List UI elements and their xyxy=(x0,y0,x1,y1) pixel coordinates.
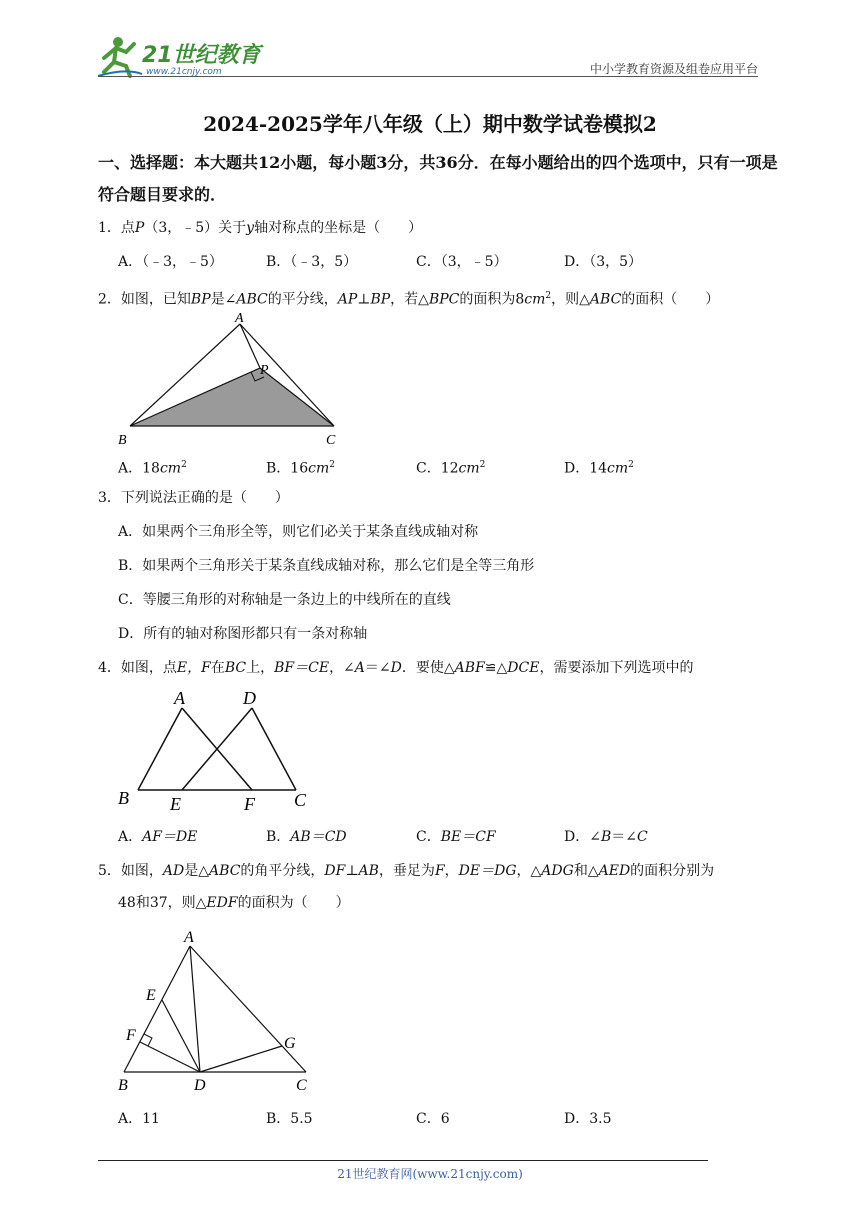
q4-label-F: F xyxy=(244,794,255,814)
q2-option-d: D．$14cm^2$ xyxy=(564,460,634,477)
logo-url: www.21cnjy.com xyxy=(146,67,222,77)
question-5-stem-line2: 48和37，则△EDF的面积为（ ） xyxy=(118,895,350,911)
q1-option-c: C．（3，﹣5） xyxy=(416,254,508,270)
q2-label-P: P xyxy=(260,363,269,378)
q2-option-b: B．$16cm^2$ xyxy=(266,460,335,477)
q5-label-D: D xyxy=(194,1077,206,1094)
q3-option-a: A．如果两个三角形全等，则它们必关于某条直线成轴对称 xyxy=(118,524,479,540)
q5-label-C: C xyxy=(296,1077,307,1094)
q4-triangles-figure xyxy=(110,684,330,818)
q4-label-B: B xyxy=(118,788,129,808)
header-platform-text: 中小学教育资源及组卷应用平台 xyxy=(589,62,758,76)
q2-label-B: B xyxy=(118,433,127,448)
question-2-stem: 2．如图，已知BP是∠ABC的平分线，AP⊥BP，若△BPC的面积为$8cm^2$，则△ABC的面积（ ） xyxy=(98,291,720,308)
q2-option-c: C．$12cm^2$ xyxy=(416,460,486,477)
question-5-stem: 5．如图，AD是△ABC的角平分线，DF⊥AB，垂足为F，DE＝DG，△ADG和△AED的面积分别为 xyxy=(98,863,715,879)
q5-label-G: G xyxy=(284,1035,296,1052)
section-heading: 一、选择题：本大题共12小题，每小题3分，共36分．在每小题给出的四个选项中，只有一项是符合题目要求的． xyxy=(98,153,778,204)
footer-divider xyxy=(98,1160,708,1161)
question-3-stem: 3．下列说法正确的是（ ） xyxy=(98,490,289,506)
q4-label-A: A xyxy=(174,688,185,708)
header-divider xyxy=(98,76,758,77)
q5-option-a: A．11 xyxy=(118,1111,160,1127)
q3-option-b: B．如果两个三角形关于某条直线成轴对称，那么它们是全等三角形 xyxy=(118,558,535,574)
footer-link[interactable]: 21世纪教育网(www.21cnjy.com) xyxy=(337,1167,523,1181)
q5-triangle-figure xyxy=(110,922,330,1098)
question-4-stem: 4．如图，点E，F在BC上，BF＝CE，∠A＝∠D．要使△ABF≌△DCE，需要添加下列选项中的 xyxy=(98,660,694,676)
q3-option-d: D．所有的轴对称图形都只有一条对称轴 xyxy=(118,626,368,642)
q5-label-E: E xyxy=(146,987,156,1004)
q2-option-a: A．$18cm^2$ xyxy=(118,460,187,477)
q2-label-C: C xyxy=(326,433,336,448)
logo-text: 21世纪教育 xyxy=(142,43,261,68)
q5-label-F: F xyxy=(126,1027,136,1044)
q4-option-d: D．∠B＝∠C xyxy=(564,829,648,845)
q5-option-c: C．6 xyxy=(416,1111,450,1127)
q5-option-b: B．5.5 xyxy=(266,1111,313,1127)
question-1-stem: 1．点P（3，﹣5）关于y轴对称点的坐标是（ ） xyxy=(98,220,423,236)
q2-label-A: A xyxy=(235,311,244,326)
q1-option-a: A．（﹣3，﹣5） xyxy=(118,254,223,270)
q1-option-b: B．（﹣3，5） xyxy=(266,254,358,270)
q4-label-D: D xyxy=(243,688,256,708)
q4-label-E: E xyxy=(170,794,181,814)
q3-option-c: C．等腰三角形的对称轴是一条边上的中线所在的直线 xyxy=(118,592,451,608)
q5-label-B: B xyxy=(118,1077,128,1094)
q1-option-d: D．（3，5） xyxy=(564,254,643,270)
q4-label-C: C xyxy=(294,790,307,810)
q5-option-d: D．3.5 xyxy=(564,1111,612,1127)
q2-triangle-figure xyxy=(110,308,350,450)
q4-option-c: C．BE＝CF xyxy=(416,829,496,845)
q5-label-A: A xyxy=(184,929,194,946)
q4-option-b: B．AB＝CD xyxy=(266,829,347,845)
q4-option-a: A．AF＝DE xyxy=(118,829,198,845)
runner-logo-icon xyxy=(96,32,266,80)
page-title: 2024-2025学年八年级（上）期中数学试卷模拟2 xyxy=(203,112,657,136)
